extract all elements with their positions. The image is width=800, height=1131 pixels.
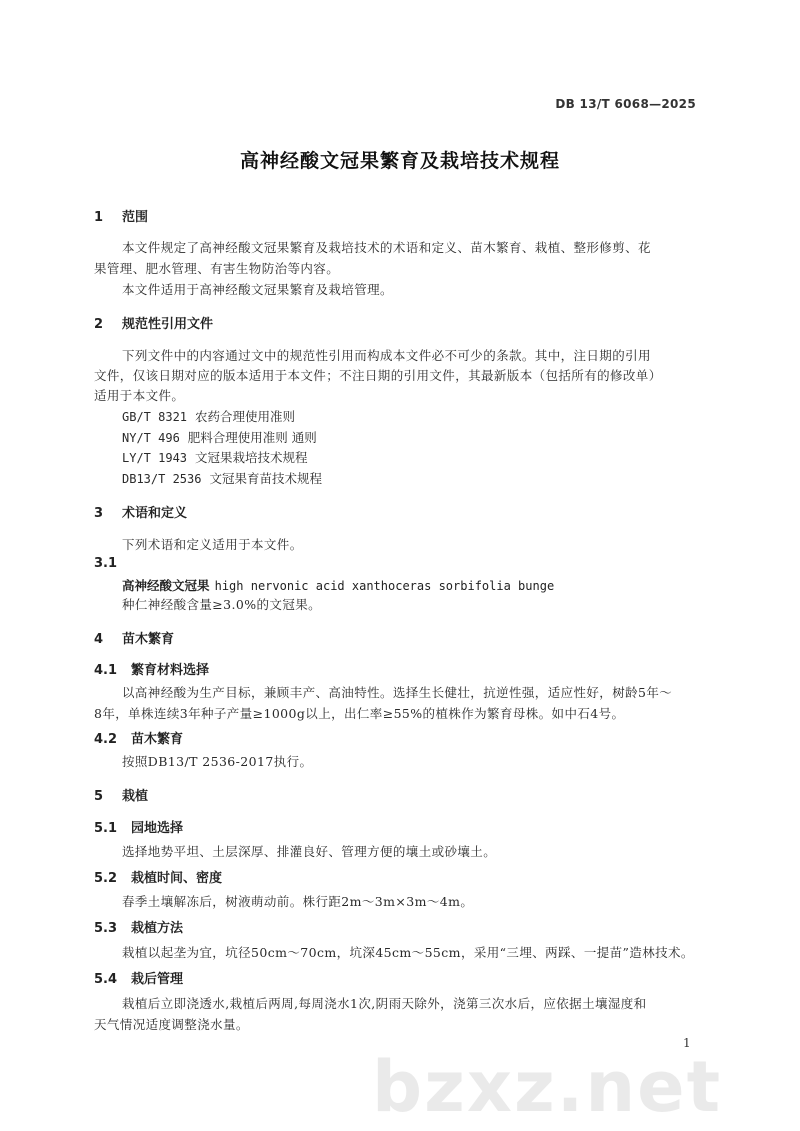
reference-code: DB13/T 2536 (122, 472, 202, 486)
standard-code: DB 13/T 6068—2025 (555, 97, 696, 111)
paragraph-line: 按照DB13/T 2536-2017执行。 (122, 754, 313, 769)
term-number: 3.1 (94, 556, 118, 571)
paragraph-line: 适用于本文件。 (94, 388, 185, 403)
section-number: 5 (94, 789, 104, 804)
subsection-title: 园地选择 (131, 821, 184, 836)
term-entry (122, 575, 554, 594)
section-2-heading (94, 313, 213, 332)
page-number: 1 (683, 1036, 691, 1050)
subsection-title: 繁育材料选择 (131, 663, 210, 678)
reference-name: 文冠果栽培技术规程 (194, 450, 308, 465)
section-title: 栽植 (122, 789, 149, 804)
section-1-heading (94, 206, 148, 225)
subsection-number: 4.2 (94, 732, 118, 747)
watermark: bzxz.net (372, 1046, 723, 1128)
subsection-5-1-heading (94, 817, 183, 836)
paragraph-line: 选择地势平坦、土层深厚、排灌良好、管理方便的壤土或砂壤土。 (122, 844, 497, 859)
reference-code: LY/T 1943 (122, 451, 188, 465)
paragraph-line: 下列文件中的内容通过文中的规范性引用而构成本文件必不可少的条款。其中，注日期的引用 (122, 348, 651, 363)
term-english: high nervonic acid xanthoceras sorbifolia bunge (214, 579, 555, 593)
paragraph-line: 栽植以起垄为宜，坑径50cm～70cm，坑深45cm～55cm，采用“三埋、两踩、一提苗”造林技术。 (122, 945, 694, 960)
paragraph-line: 果管理、肥水管理、有害生物防治等内容。 (94, 261, 340, 276)
paragraph-line: 下列术语和定义适用于本文件。 (122, 537, 303, 552)
subsection-number: 5.1 (94, 821, 118, 836)
section-number: 1 (94, 210, 104, 225)
reference-item (122, 428, 317, 446)
section-3-heading (94, 502, 187, 521)
paragraph-line: 本文件规定了高神经酸文冠果繁育及栽培技术的术语和定义、苗木繁育、栽植、整形修剪、花 (122, 240, 651, 255)
section-number: 4 (94, 632, 104, 647)
reference-code: GB/T 8321 (122, 410, 188, 424)
subsection-4-1-heading (94, 659, 209, 678)
paragraph-line: 以高神经酸为生产目标，兼顾丰产、高油特性。选择生长健壮，抗逆性强，适应性好，树龄5年～ (122, 685, 673, 700)
reference-item (122, 448, 308, 466)
subsection-title: 栽植时间、密度 (131, 871, 223, 886)
paragraph-line: 天气情况适度调整浇水量。 (94, 1017, 249, 1032)
paragraph-line: 春季土壤解冻后，树液萌动前。株行距2m～3m×3m～4m。 (122, 894, 474, 909)
section-number: 2 (94, 317, 104, 332)
paragraph-line: 栽植后立即浇透水,栽植后两周,每周浇水1次,阴雨天除外，浇第三次水后，应依据土壤湿度和 (122, 996, 647, 1011)
section-title: 苗木繁育 (122, 632, 175, 647)
section-5-heading (94, 785, 148, 804)
paragraph-line: 文件，仅该日期对应的版本适用于本文件；不注日期的引用文件，其最新版本（包括所有的修改单） (94, 368, 662, 383)
subsection-5-3-heading (94, 917, 183, 936)
term-definition: 种仁神经酸含量≥3.0%的文冠果。 (122, 597, 322, 612)
subsection-number: 5.3 (94, 921, 118, 936)
document-title: 高神经酸文冠果繁育及栽培技术规程 (239, 150, 560, 172)
term-chinese: 高神经酸文冠果 (122, 578, 210, 593)
section-4-heading (94, 628, 174, 647)
subsection-number: 5.4 (94, 972, 118, 987)
subsection-title: 苗木繁育 (131, 732, 184, 747)
reference-name: 肥料合理使用准则 通则 (187, 430, 317, 445)
section-title: 术语和定义 (122, 506, 188, 521)
subsection-5-4-heading (94, 968, 183, 987)
reference-item (122, 469, 322, 487)
section-title: 范围 (122, 210, 149, 225)
subsection-number: 4.1 (94, 663, 118, 678)
subsection-title: 栽后管理 (131, 972, 184, 987)
subsection-5-2-heading (94, 867, 222, 886)
reference-item (122, 407, 295, 425)
subsection-4-2-heading (94, 728, 183, 747)
reference-name: 农药合理使用准则 (194, 409, 295, 424)
section-title: 规范性引用文件 (122, 317, 214, 332)
paragraph-line: 8年，单株连续3年种子产量≥1000g以上，出仁率≥55%的植株作为繁育母株。如中石4号。 (94, 706, 625, 721)
reference-code: NY/T 496 (122, 431, 180, 445)
section-number: 3 (94, 506, 104, 521)
subsection-number: 5.2 (94, 871, 118, 886)
reference-name: 文冠果育苗技术规程 (209, 471, 322, 486)
paragraph-line: 本文件适用于高神经酸文冠果繁育及栽培管理。 (122, 282, 393, 297)
subsection-title: 栽植方法 (131, 921, 184, 936)
